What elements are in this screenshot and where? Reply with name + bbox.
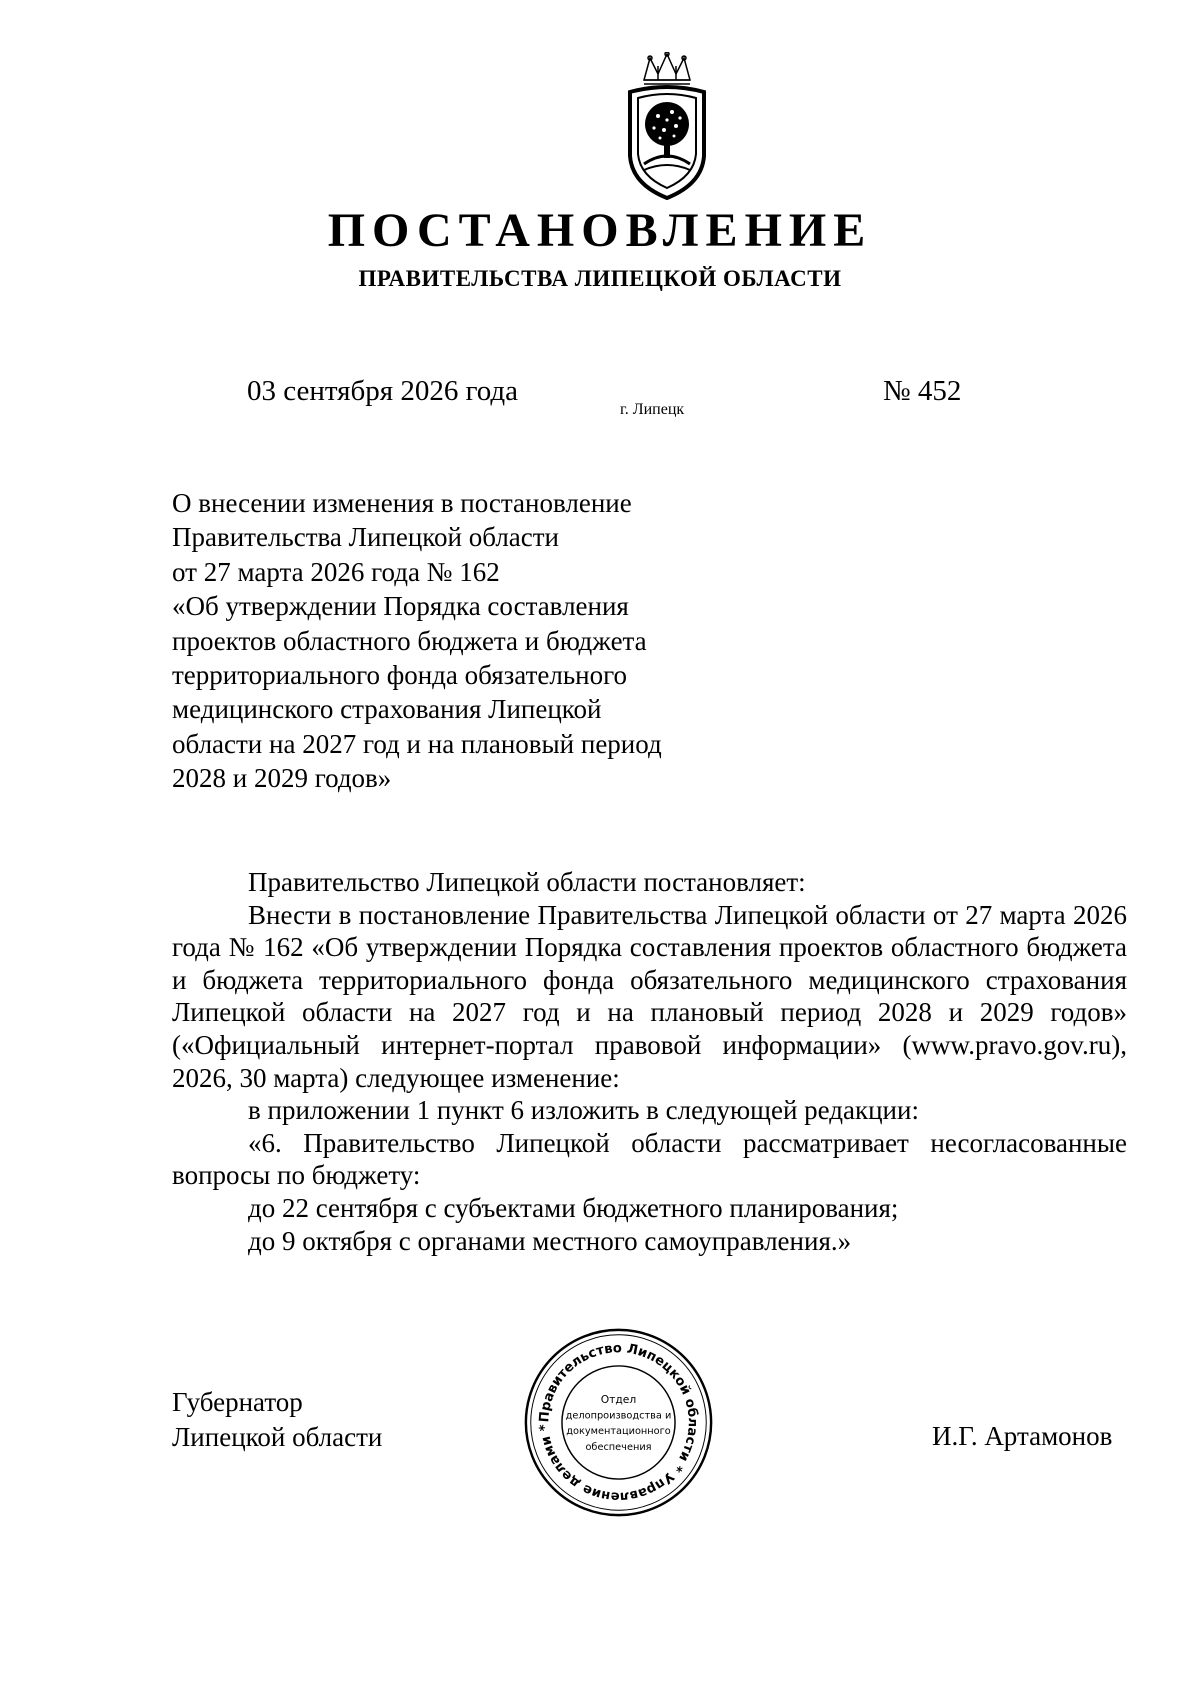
document-title: ПОСТАНОВЛЕНИЕ (327, 204, 873, 257)
body-paragraph: в приложении 1 пункт 6 изложить в следующей редакции: (248, 1095, 919, 1126)
official-stamp (521, 1325, 716, 1520)
coat-of-arms-emblem (614, 52, 720, 200)
heading-line: территориального фонда обязательного (172, 660, 628, 691)
heading-line: проектов областного бюджета и бюджета (172, 625, 647, 656)
body-paragraph: до 22 сентября с субъектами бюджетного планирования; (248, 1192, 899, 1223)
heading-line: Правительства Липецкой области (172, 522, 560, 553)
stamp-center-line: делопроизводства и (565, 1410, 672, 1422)
heading-line: О внесении изменения в постановление (172, 488, 632, 518)
stamp-center-line: Отдел (600, 1393, 637, 1406)
body-paragraph: Внести в постановление Правительства Липецкой области от 27 марта 2026 года № 162 «Об утверждении Порядка составления проектов областного бюджета и бюджета территориального фонда обязательного медицинского страхования Липецкой области на 2027 год и на плановый период 2028 и 2029 годов» («Официальный интернет-портал правовой информации» (www.pravo.gov.ru), 2026, 30 марта) следующее изменение: (172, 899, 1127, 1093)
body-paragraph: Правительство Липецкой области постановляет: (248, 867, 806, 897)
document-city: г. Липецк (620, 401, 685, 418)
body-paragraph: «6. Правительство Липецкой области рассматривает несогласованные вопросы по бюджету: (172, 1127, 1127, 1191)
signatory-position-line: Губернатор (172, 1387, 303, 1417)
heading-line: «Об утверждении Порядка составления (172, 591, 629, 622)
stamp-ring-text: Правительство Липецкой области * Управление делами * (537, 1341, 700, 1504)
heading-line: области на 2027 год и на плановый период (172, 728, 662, 759)
heading-line: 2028 и 2029 годов» (172, 763, 392, 794)
document-body (172, 866, 1127, 1257)
signatory-name: И.Г. Артамонов (932, 1421, 1113, 1451)
stamp-center-line: документационного (566, 1426, 671, 1438)
body-paragraph: до 9 октября с органами местного самоуправления.» (248, 1225, 852, 1256)
signatory-position (172, 1385, 382, 1455)
signatory-position-line: Липецкой области (172, 1422, 383, 1452)
stamp-center-line: обеспечения (585, 1441, 652, 1453)
heading-line: медицинского страхования Липецкой (172, 694, 602, 725)
document-heading (172, 486, 732, 796)
document-date: 03 сентября 2026 года (247, 375, 519, 407)
heading-line: от 27 марта 2026 года № 162 (172, 556, 500, 587)
document-number: № 452 (883, 375, 962, 407)
issuer-subtitle: ПРАВИТЕЛЬСТВА ЛИПЕЦКОЙ ОБЛАСТИ (358, 266, 842, 291)
